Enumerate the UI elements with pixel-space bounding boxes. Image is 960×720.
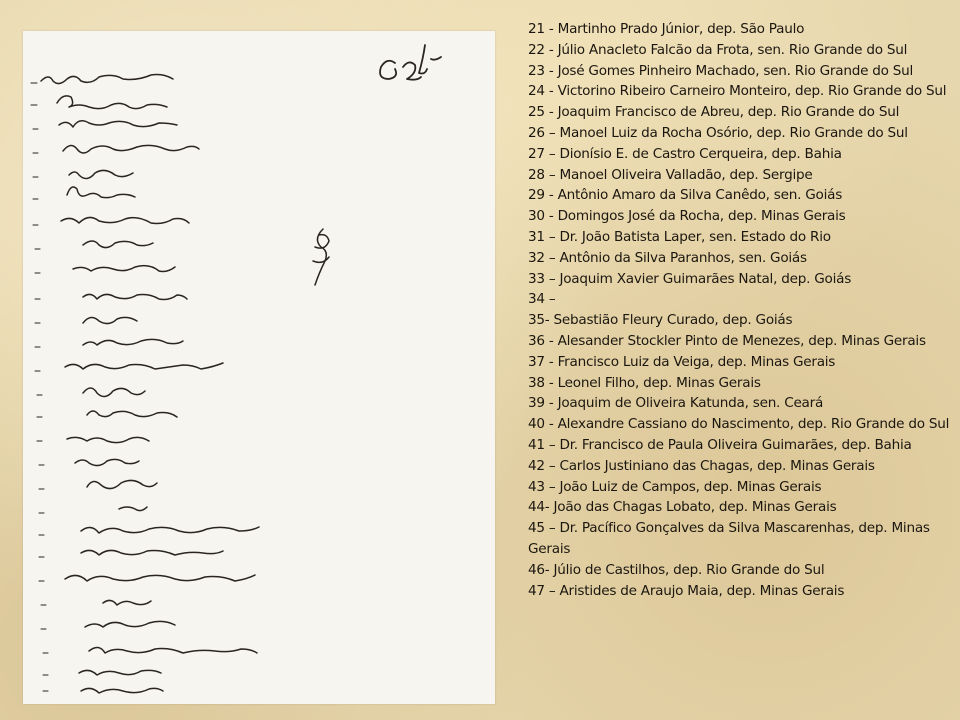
signatory-entry: 21 - Martinho Prado Júnior, dep. São Paulo: [528, 21, 805, 37]
signatory-entry: 25 - Joaquim Francisco de Abreu, dep. Rio Grande do Sul: [528, 104, 900, 121]
signatory-entry: 34 –: [528, 291, 556, 308]
manuscript-seal-mark: [380, 45, 441, 80]
signatory-entry: 39 - Joaquim de Oliveira Katunda, sen. Ceará: [528, 395, 824, 412]
signatory-entry: 27 – Dionísio E. de Castro Cerqueira, dep. Bahia: [528, 145, 842, 162]
signatory-entry: 41 – Dr. Francisco de Paula Oliveira Guimarães, dep. Bahia: [528, 436, 912, 453]
signatory-entry: 28 – Manoel Oliveira Valladão, dep. Sergipe: [528, 166, 813, 183]
signatory-entry: 40 - Alexandre Cassiano do Nascimento, dep. Rio Grande do Sul: [528, 416, 950, 433]
signatory-entry: 37 - Francisco Luiz da Veiga, dep. Minas Gerais: [528, 353, 836, 370]
signatory-entry: 31 – Dr. João Batista Laper, sen. Estado do Rio: [528, 228, 831, 245]
signatory-entry: 35- Sebastião Fleury Curado, dep. Goiás: [528, 312, 793, 329]
signatory-list: [528, 19, 953, 601]
manuscript-side-mark: [313, 229, 329, 285]
manuscript-page: [23, 31, 495, 704]
signatory-entry: 32 – Antônio da Silva Paranhos, sen. Goiás: [528, 249, 807, 266]
signatory-entry: 42 – Carlos Justiniano das Chagas, dep. Minas Gerais: [528, 457, 875, 474]
signatory-entry: 47 – Aristides de Araujo Maia, dep. Minas Gerais: [528, 582, 845, 599]
signatory-entry: 26 – Manoel Luiz da Rocha Osório, dep. Rio Grande do Sul: [528, 124, 908, 141]
signatory-entry: 36 - Alesander Stockler Pinto de Menezes, dep. Minas Gerais: [528, 332, 926, 349]
signatory-entry: 22 - Júlio Anacleto Falcão da Frota, sen. Rio Grande do Sul: [528, 41, 908, 58]
signatory-entry: 38 - Leonel Filho, dep. Minas Gerais: [528, 374, 761, 391]
signatory-entry: 45 – Dr. Pacífico Gonçalves da Silva Mascarenhas, dep. Minas Gerais: [528, 520, 930, 557]
signatory-entry: 43 – João Luiz de Campos, dep. Minas Gerais: [528, 478, 822, 495]
signatory-entry: 23 - José Gomes Pinheiro Machado, sen. Rio Grande do Sul: [528, 62, 914, 79]
manuscript-signature-lines: [41, 75, 259, 694]
signatory-entry: 29 - Antônio Amaro da Silva Canêdo, sen. Goiás: [528, 187, 843, 204]
signatory-entry: 44- João das Chagas Lobato, dep. Minas Gerais: [528, 499, 837, 516]
manuscript-row-numbers: [31, 83, 48, 691]
signatory-entry: 33 – Joaquim Xavier Guimarães Natal, dep. Goiás: [528, 270, 852, 287]
signatory-entry: 24 - Victorino Ribeiro Carneiro Monteiro, dep. Rio Grande do Sul: [528, 83, 947, 100]
signatory-entry: 30 - Domingos José da Rocha, dep. Minas Gerais: [528, 208, 846, 225]
signatory-entry: 46- Júlio de Castilhos, dep. Rio Grande do Sul: [528, 561, 825, 578]
manuscript-signatures: [23, 31, 495, 704]
